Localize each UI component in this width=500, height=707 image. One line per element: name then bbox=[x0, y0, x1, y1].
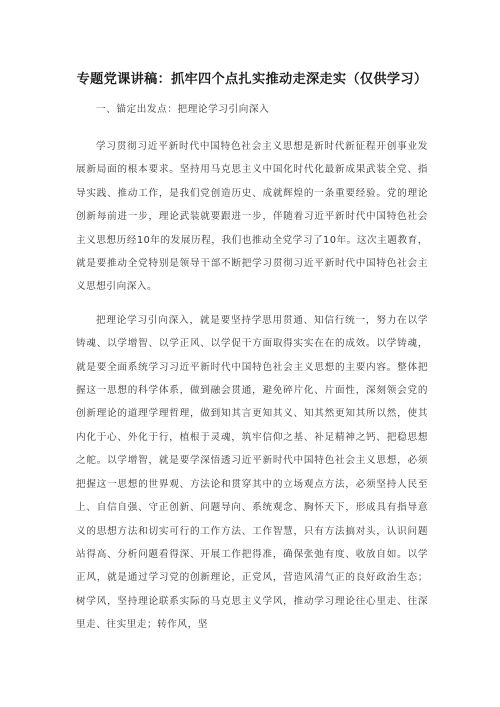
document-title: 专题党课讲稿：抓牢四个点扎实推动走深走实（仅供学习） bbox=[76, 72, 428, 87]
paragraph-1: 学习贯彻习近平新时代中国特色社会主义思想是新时代新征程开创事业发展新局面的根本要求。坚持用马克思主义中国化时代化最新成果武装全党、指导实践、推动工作，是我们党创造历史、成就辉煌的一条重要经验。党的理论创新每前进一步，理论武装就要跟进一步，伴随着习近平新时代中国特色社会主义思想历经10年的发展历程，我们也推动全党学习了10年。这次主题教育，就是要推动全党特别是领导干部不断把学习贯彻习近平新时代中国特色社会主义思想引向深入。 bbox=[76, 141, 428, 293]
paragraph-2: 把理论学习引向深入，就是要坚持学思用贯通、知信行统一，努力在以学铸魂、以学增智、以学正风、以学促干方面取得实实在在的成效。以学铸魂，就是要全面系统学习习近平新时代中国特色社会主义思想的主要内容。整体把握这一思想的科学体系，做到融会贯通，避免碎片化、片面性，深刻领会党的创新理论的道理学理哲理，做到知其言更知其义、知其然更知其所以然，使其内化于心、外化于行，植根于灵魂，筑牢信仰之基、补足精神之钙、把稳思想之舵。以学增智，就是要学深悟透习近平新时代中国特色社会主义思想，必须把握这一思想的世界观、方法论和贯穿其中的立场观点方法，必须坚持人民至上、自信自强、守正创新、问题导向、系统观念、胸怀天下，形成具有指导意义的思想方法和切实可行的工作方法、工作智慧，只有方法搞对头，认识问题站得高、分析问题看得深、开展工作把得准，确保张弛有度、收放自如。以学正风，就是通过学习党的创新理论，正党风，营造风清气正的良好政治生态；树学风，坚持理论联系实际的马克思主义学风，推动学习理论往心里走、往深里走、往实里走；转作风，坚 bbox=[76, 314, 428, 631]
section-heading: 一、锚定出发点：把理论学习引向深入 bbox=[96, 104, 270, 115]
